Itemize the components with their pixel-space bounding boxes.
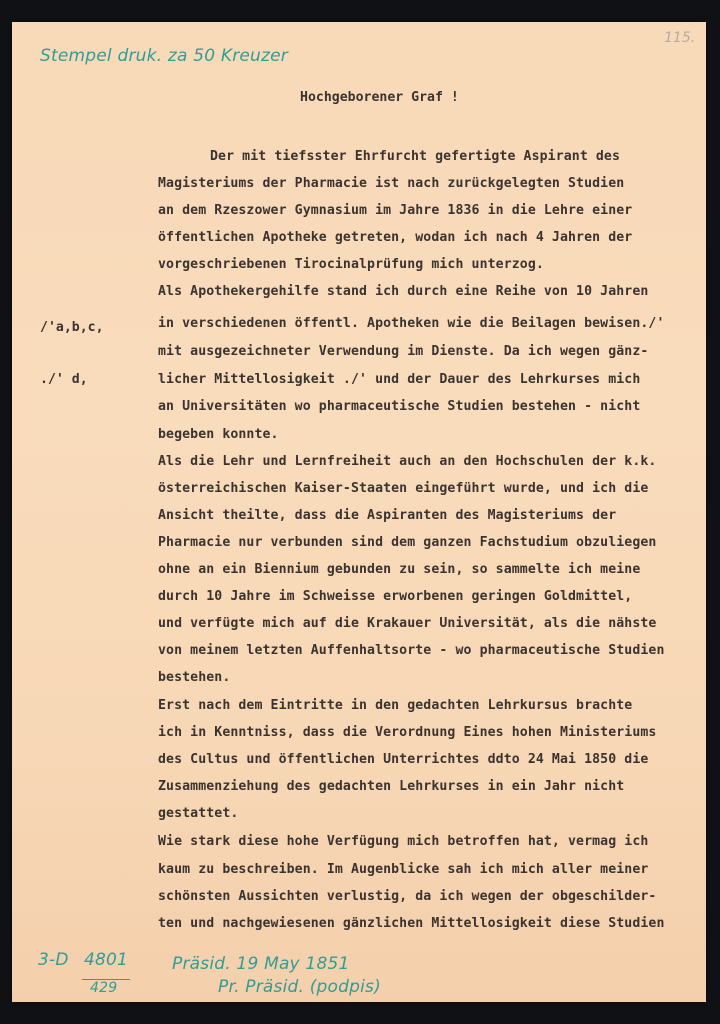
letter-line: Als die Lehr und Lernfreiheit auch an den Hochschulen der k.k. xyxy=(158,454,657,469)
letter-line: Als Apothekergehilfe stand ich durch eine Reihe von 10 Jahren xyxy=(158,284,649,299)
letter-line: ich in Kenntniss, dass die Verordnung Eines hohen Ministeriums xyxy=(158,725,657,740)
handwritten-note-top: Stempel druk. za 50 Kreuzer xyxy=(40,46,288,66)
letter-line: gestattet. xyxy=(158,806,239,821)
letter-salutation: Hochgeborener Graf ! xyxy=(300,90,459,105)
margin-mark-attachment-d: ./' d, xyxy=(40,372,88,387)
letter-line: vorgeschriebenen Tirocinalprüfung mich unterzog. xyxy=(158,257,544,272)
letter-line: ten und nachgewiesenen gänzlichen Mittellosigkeit diese Studien xyxy=(158,916,665,931)
letter-line: an Universitäten wo pharmaceutische Studien bestehen - nicht xyxy=(158,399,641,414)
letter-line: Magisteriums der Pharmacie ist nach zurückgelegten Studien xyxy=(158,176,625,191)
letter-line: Erst nach dem Eintritte in den gedachten Lehrkursus brachte xyxy=(158,698,633,713)
handwritten-ref-number: 4801 xyxy=(84,950,129,970)
letter-line: Ansicht theilte, dass die Aspiranten des Magisteriums der xyxy=(158,508,617,523)
page-number: 115. xyxy=(664,30,696,46)
handwritten-pr-praesid: Pr. Präsid. (podpis) xyxy=(218,977,381,997)
handwritten-ref-subnumber: 429 xyxy=(90,980,118,996)
letter-line: Pharmacie nur verbunden sind dem ganzen Fachstudium obzuliegen xyxy=(158,535,657,550)
letter-line: kaum zu beschreiben. Im Augenblicke sah ich mich aller meiner xyxy=(158,862,649,877)
letter-line: von meinem letzten Auffenhaltsorte - wo pharmaceutische Studien xyxy=(158,643,665,658)
letter-line: Zusammenziehung des gedachten Lehrkurses in ein Jahr nicht xyxy=(158,779,625,794)
letter-line: bestehen. xyxy=(158,670,231,685)
letter-line: begeben konnte. xyxy=(158,427,279,442)
letter-line: öffentlichen Apotheke getreten, wodan ich nach 4 Jahren der xyxy=(158,230,633,245)
letter-line: durch 10 Jahre im Schweisse erworbenen geringen Goldmittel, xyxy=(158,589,633,604)
handwritten-praesid-date: Präsid. 19 May 1851 xyxy=(172,954,350,974)
letter-line: Wie stark diese hohe Verfügung mich betroffen hat, vermag ich xyxy=(158,834,649,849)
letter-line: an dem Rzeszower Gymnasium im Jahre 1836 in die Lehre einer xyxy=(158,203,633,218)
letter-line: und verfügte mich auf die Krakauer Universität, als die nähste xyxy=(158,616,657,631)
letter-line: mit ausgezeichneter Verwendung im Dienste. Da ich wegen gänz- xyxy=(158,344,649,359)
letter-line: des Cultus und öffentlichen Unterrichtes ddto 24 Mai 1850 die xyxy=(158,752,649,767)
letter-line: licher Mittellosigkeit ./' und der Dauer des Lehrkurses mich xyxy=(158,372,641,387)
letter-line: Der mit tiefsster Ehrfurcht gefertigte Aspirant des xyxy=(210,149,621,164)
letter-line: schönsten Aussichten verlustig, da ich wegen der obgeschilder- xyxy=(158,889,657,904)
document-page xyxy=(12,22,706,1002)
letter-line: in verschiedenen öffentl. Apotheken wie die Beilagen bewisen./' xyxy=(158,316,665,331)
letter-line: österreichischen Kaiser-Staaten eingeführt wurde, und ich die xyxy=(158,481,649,496)
letter-line: ohne an ein Biennium gebunden zu sein, so sammelte ich meine xyxy=(158,562,641,577)
margin-mark-attachments-abc: /'a,b,c, xyxy=(40,320,104,335)
handwritten-ref-prefix: 3-D xyxy=(38,950,69,970)
